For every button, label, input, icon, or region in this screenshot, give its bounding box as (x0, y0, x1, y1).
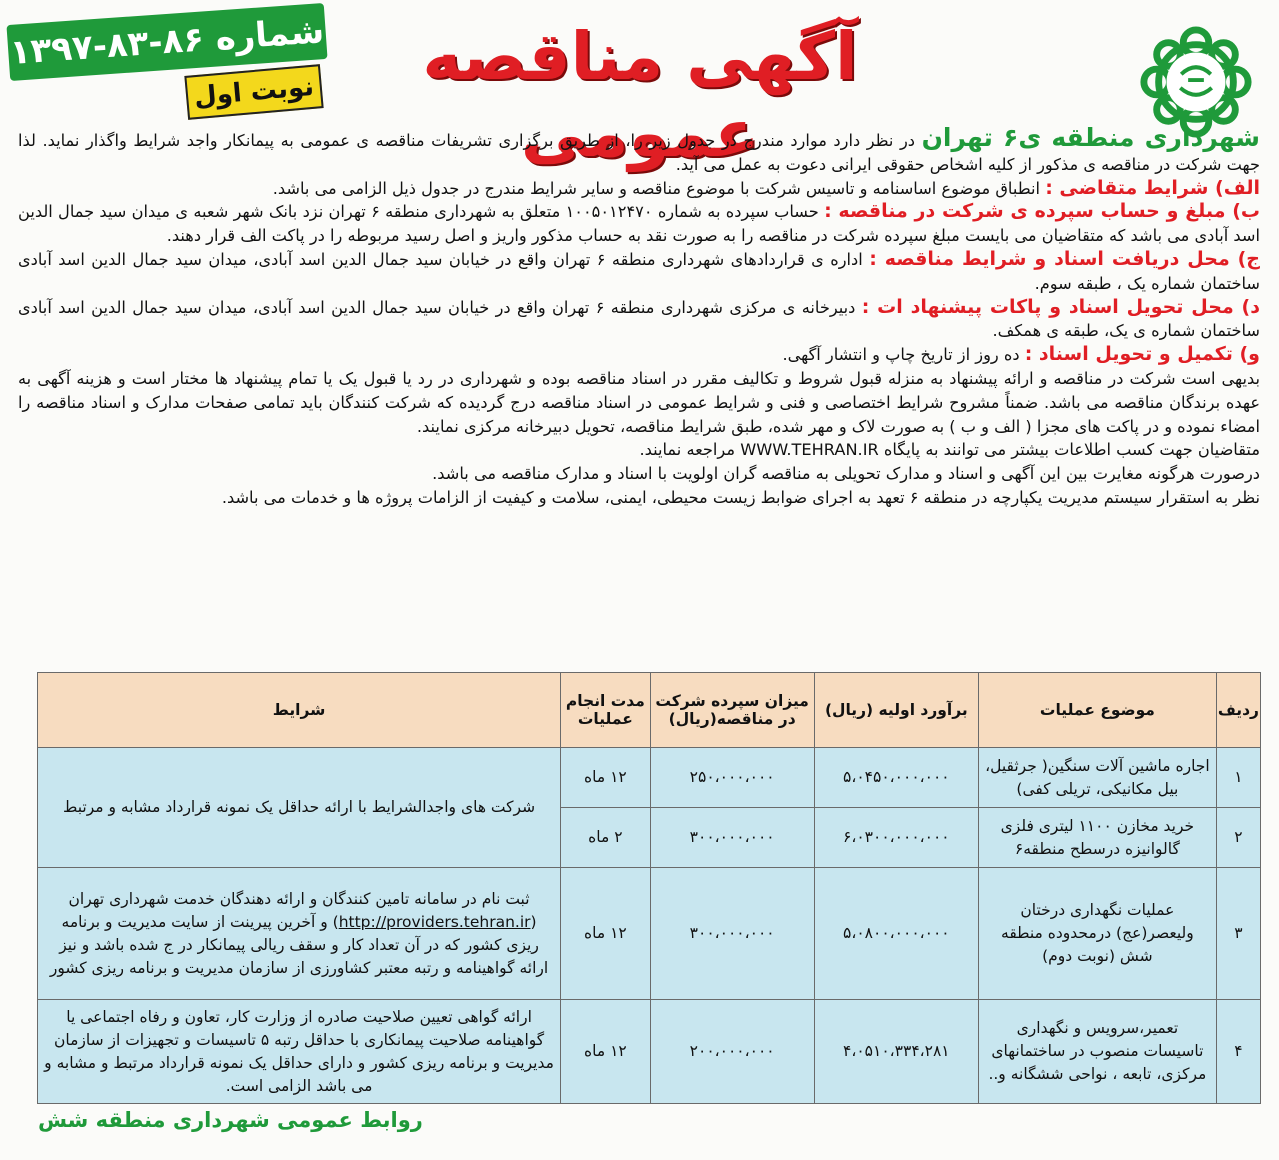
section-label: ج) محل دریافت اسناد و شرایط مناقصه : (869, 247, 1260, 270)
cell-conditions (38, 868, 561, 1000)
section-text: انطباق موضوع اساسنامه و تاسیس شرکت با موضوع مناقصه و سایر شرایط مندرج در جدول ذیل الزامی می باشد. (272, 178, 1046, 198)
cell-duration: ۱۲ ماه (561, 748, 650, 808)
cell-estimate: ۵،۰۴۵۰،۰۰۰،۰۰۰ (814, 748, 978, 808)
website-paragraph: متقاضیان جهت کسب اطلاعات بیشتر می توانند به پایگاه WWW.TEHRAN.IR مراجعه نمایند. (639, 440, 1260, 460)
cell-deposit: ۳۰۰،۰۰۰،۰۰۰ (650, 868, 814, 1000)
cell-row-number: ۴ (1216, 1000, 1260, 1104)
cell-duration: ۱۲ ماه (561, 1000, 650, 1104)
section-b (18, 200, 1260, 248)
header-row-number: ردیف (1216, 673, 1260, 748)
cell-deposit: ۳۰۰،۰۰۰،۰۰۰ (650, 808, 814, 868)
section-label: الف) شرایط متقاضی : (1045, 176, 1260, 199)
section-c (18, 248, 1260, 296)
intro-paragraph (18, 123, 1260, 177)
notice-number: شماره ۸۶-۸۳-۱۳۹۷ (6, 3, 327, 81)
general-paragraph: بدیهی است شرکت در مناقصه و ارائه پیشنهاد به منزله قبول شروط و تکالیف مقرر در اسناد مناقصه بوده و شهرداری در رد یا قبول یک یا تمام پیشنهاد ها مختار است و هزینه آگهی به عهده برندگان مناقصه می باشد. ضمناً مشروح شرایط اختصاصی و فنی و شرایط عمومی در اسناد مناقصه درج گردیده که شرکت کنندگان باید تمامی صفحات مدارک و اسناد مناقصه را امضاء نموده و در پاکت های مجزا ( الف و ب ) به صورت لاک و مهر شده، طبق شرایط مناقصه، تحویل دبیرخانه مرکزی نمایند. (18, 368, 1260, 436)
header-subject: موضوع عملیات (978, 673, 1216, 748)
section-e (18, 343, 1260, 367)
header-conditions: شرایط (38, 673, 561, 748)
cell-estimate: ۵،۰۸۰۰،۰۰۰،۰۰۰ (814, 868, 978, 1000)
organization-name: شهرداری منطقه ی۶ تهران (921, 123, 1260, 152)
notice-title: آگهی مناقصه عمومی (422, 18, 858, 172)
providers-link[interactable]: http://providers.tehran.ir (338, 912, 531, 931)
cell-estimate: ۶،۰۳۰۰،۰۰۰،۰۰۰ (814, 808, 978, 868)
notice-turn: نوبت اول (184, 64, 323, 120)
operations-table (37, 672, 1261, 1104)
table-row (38, 748, 1261, 808)
public-relations-footer: روابط عمومی شهرداری منطقه شش (38, 1108, 423, 1132)
notice-body (18, 123, 1260, 510)
cell-row-number: ۱ (1216, 748, 1260, 808)
section-a (18, 177, 1260, 201)
header-deposit: میزان سپرده شرکت در مناقصه(ریال) (650, 673, 814, 748)
section-text: حساب سپرده به شماره ۱۰۰۵۰۱۲۴۷۰ متعلق به شهرداری منطقه ۶ تهران نزد بانک شهر شعبه ی میدان سید جمال الدین اسد آبادی می باشد که متقاضیان می بایست مبلغ سپرده شرکت در مناقصه را به صورت نقد به حساب مذکور واریز و اصل رسید مربوطه را در پاکت الف قرار دهند. (18, 202, 1260, 246)
section-text: دبیرخانه ی مرکزی شهرداری منطقه ۶ تهران واقع در خیابان سید جمال الدین اسد آبادی، میدان سید جمال الدین اسد آبادی ساختمان شماره ی یک، طبقه ی همکف. (18, 297, 1260, 341)
cell-duration: ۲ ماه (561, 808, 650, 868)
hse-paragraph: نظر به استقرار سیستم مدیریت یکپارچه در منطقه ۶ تعهد به اجرای ضوابط زیست محیطی، ایمنی، سلامت و کیفیت از الزامات پروژه ها و خدمات می باشد. (221, 487, 1260, 507)
cell-conditions: ارائه گواهی تعیین صلاحیت صادره از وزارت کار، تعاون و رفاه اجتماعی یا گواهینامه صلاحیت پیمانکاری با حداقل رتبه ۵ تاسیسات و تجهیزات از سازمان مدیریت و برنامه ریزی کشور و دارای حداقل یک نمونه قرارداد مرتبط و مشابه و می باشد الزامی است. (38, 1000, 561, 1104)
header-duration: مدت انجام عملیات (561, 673, 650, 748)
cell-subject: عملیات نگهداری درختان ولیعصر(عج) درمحدوده منطقه شش (نوبت دوم) (978, 868, 1216, 1000)
cell-subject: اجاره ماشین آلات سنگین( جرثقیل، بیل مکانیکی، تریلی کفی) (978, 748, 1216, 808)
section-label: ب) مبلغ و حساب سپرده ی شرکت در مناقصه : (824, 200, 1260, 223)
section-label: و) تکمیل و تحویل اسناد : (1024, 343, 1260, 366)
header-estimate: برآورد اولیه (ریال) (814, 673, 978, 748)
table-row (38, 868, 1261, 1000)
notice-number-badge (8, 8, 333, 112)
cell-subject: تعمیر،سرویس و نگهداری تاسیسات منصوب در ساختمانهای مرکزی، تابعه ، نواحی ششگانه و.. (978, 1000, 1216, 1104)
cell-subject: خرید مخازن ۱۱۰۰ لیتری فلزی گالوانیزه درسطح منطقه۶ (978, 808, 1216, 868)
section-text: اداره ی قراردادهای شهرداری منطقه ۶ تهران واقع در خیابان سید جمال الدین اسد آبادی، میدان سید جمال الدین اسد آبادی ساختمان شماره یک ، طبقه سوم. (18, 249, 1260, 293)
section-d (18, 296, 1260, 344)
cell-row-number: ۲ (1216, 808, 1260, 868)
cell-conditions: شرکت های واجدالشرایط با ارائه حداقل یک نمونه قرارداد مشابه و مرتبط (38, 748, 561, 868)
cell-duration: ۱۲ ماه (561, 868, 650, 1000)
table-row (38, 1000, 1261, 1104)
cell-deposit: ۲۰۰،۰۰۰،۰۰۰ (650, 1000, 814, 1104)
conditions-text: ) و آخرین پیرینت از سایت مدیریت و برنامه ریزی کشور که در آن تعداد کار و سقف ریالی پیمانکار در ج شده باشد و نیز ارائه گواهینامه و رتبه معتبر کشاورزی از سازمان مدیریت و برنامه ریزی کشور (49, 912, 549, 977)
section-text: ده روز از تاریخ چاپ و انتشار آگهی. (782, 345, 1025, 365)
table-header-row (38, 673, 1261, 748)
conditions-text: ثبت نام در سامانه تامین کنندگان و ارائه دهندگان خدمت شهرداری تهران ( (68, 889, 537, 931)
cell-row-number: ۳ (1216, 868, 1260, 1000)
cell-deposit: ۲۵۰،۰۰۰،۰۰۰ (650, 748, 814, 808)
discrepancy-paragraph: درصورت هرگونه مغایرت بین این آگهی و اسناد و مدارک تحویلی به مناقصه گران اولویت با اسناد و مدارک مناقصه می باشد. (432, 464, 1260, 484)
cell-estimate: ۴،۰۵۱۰،۳۳۴،۲۸۱ (814, 1000, 978, 1104)
intro-text: در نظر دارد موارد مندرج در جدول زیر را، از طریق برگزاری تشریفات مناقصه ی عمومی به پیمانکار واجد شرایط واگذار نماید. لذا جهت شرکت در مناقصه ی مذکور از کلیه اشخاص حقوقی ایرانی دعوت به عمل می آید. (18, 131, 1260, 174)
section-label: د) محل تحویل اسناد و پاکات پیشنهاد ات : (861, 295, 1260, 318)
